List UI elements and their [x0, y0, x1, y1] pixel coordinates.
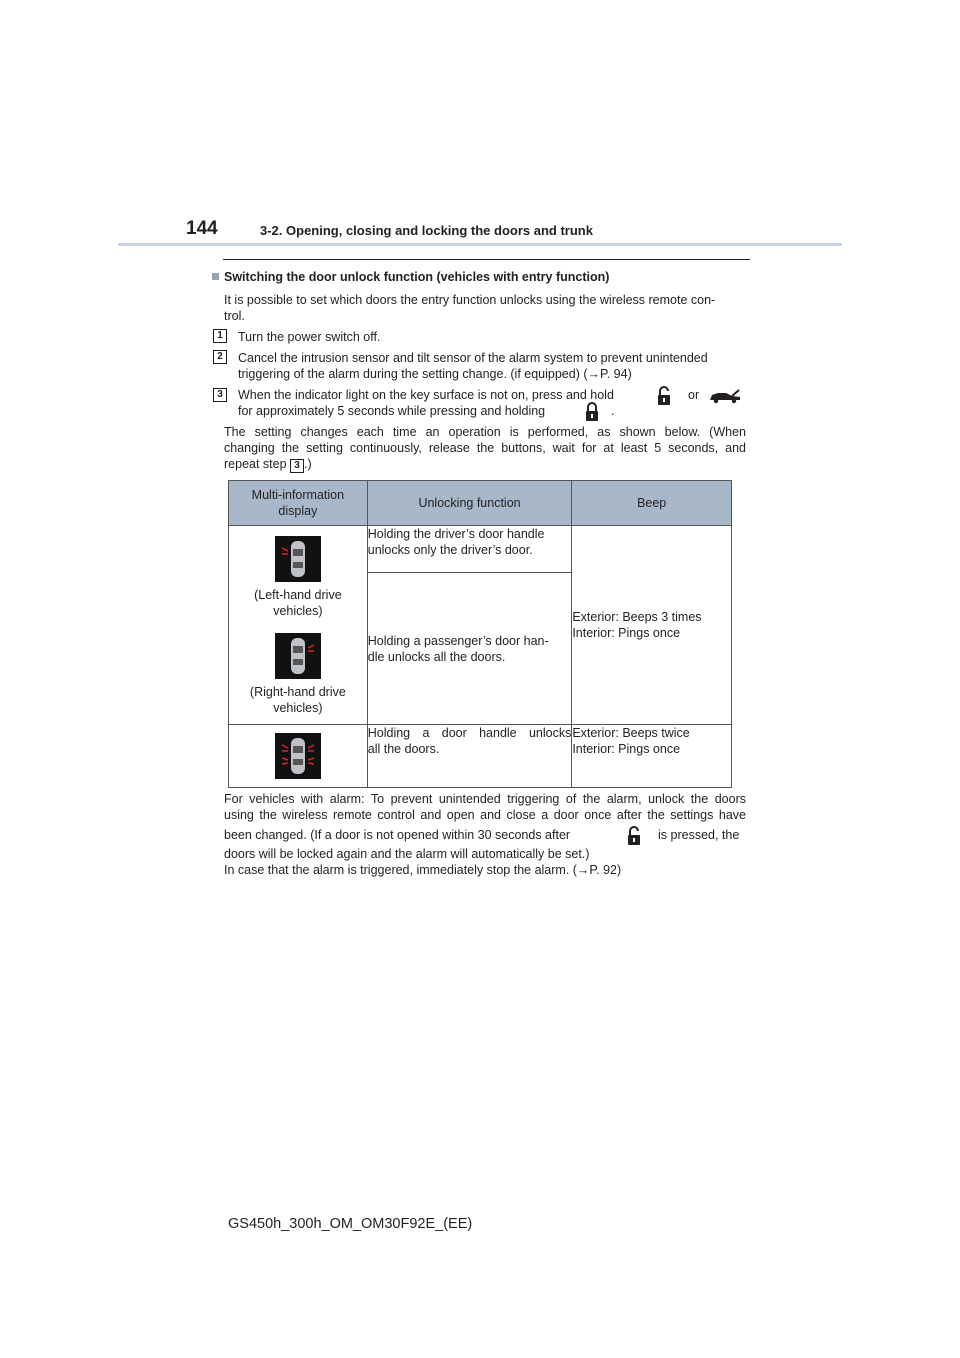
- step-2-number: 2: [213, 350, 227, 364]
- table-header-beep: Beep: [572, 481, 732, 526]
- header-rule: [118, 243, 842, 246]
- rhd-car-display-image: [275, 633, 321, 679]
- display-cell-all-doors: [229, 725, 368, 788]
- intro-line-2: trol.: [224, 309, 245, 323]
- note-line-2: changing the setting continuously, release the buttons, wait for at least 5 seconds, and: [224, 441, 746, 455]
- heading-text: Switching the door unlock function (vehicles with entry function): [224, 270, 610, 284]
- lhd-caption-1: (Left-hand drive: [254, 588, 342, 602]
- rows12-beep-line-2: Interior: Pings once: [572, 626, 681, 640]
- row3-beep-cell: [572, 725, 732, 788]
- footer-note-line-4: doors will be locked again and the alarm will automatically be set.): [224, 847, 590, 861]
- rows12-beep-line-1: Exterior: Beeps 3 times: [572, 610, 702, 624]
- step-3-line-2a: for approximately 5 seconds while pressing and holding: [238, 404, 546, 418]
- lhd-car-display-image: [275, 536, 321, 582]
- unlock-padlock-icon-2: [626, 826, 642, 846]
- header-display-line-1: Multi-information: [251, 488, 345, 502]
- car-trunk-icon: [708, 388, 742, 404]
- section-title: 3-2. Opening, closing and locking the doors and trunk: [260, 223, 593, 238]
- step-1-number: 1: [213, 329, 227, 343]
- row3-beep-line-1: Exterior: Beeps twice: [572, 726, 690, 740]
- table-header-function: Unlocking function: [367, 481, 572, 526]
- footer-note-line-1: For vehicles with alarm: To prevent unintended triggering of the alarm, unlock the doors: [224, 792, 746, 806]
- step-3-or: or: [688, 388, 700, 402]
- note-line-1: The setting changes each time an operation is performed, as shown below. (When: [224, 425, 746, 439]
- display-cell-lhd-rhd: [229, 526, 368, 725]
- all-doors-car-display-image: [275, 733, 321, 779]
- page-number: 144: [186, 218, 218, 239]
- row2-function-cell: [367, 573, 572, 725]
- step-3-period: .: [611, 404, 615, 418]
- table-header-display: [229, 481, 368, 526]
- header-display-line-2: display: [278, 504, 318, 518]
- row2-function-line-2: dle unlocks all the doors.: [367, 649, 506, 664]
- lock-padlock-icon: [584, 402, 600, 422]
- intro-line-1: It is possible to set which doors the entry function unlocks using the wireless remote con-: [224, 293, 716, 307]
- rhd-caption-1: (Right-hand drive: [249, 685, 346, 699]
- rhd-caption-2: vehicles): [273, 701, 323, 715]
- unlock-padlock-icon: [656, 386, 672, 406]
- footer-note-line-3b: is pressed, the: [658, 828, 740, 842]
- unlock-settings-table: [228, 480, 732, 788]
- heading-bullet-icon: [212, 273, 219, 280]
- row3-beep-line-2: Interior: Pings once: [572, 742, 681, 756]
- footer-note-line-2: using the wireless remote control and open and close a door once after the settings have: [224, 808, 746, 822]
- row1-function-line-2: unlocks only the driver’s door.: [367, 543, 533, 557]
- row1-function-line-1: Holding the driver’s door handle: [367, 527, 545, 541]
- table-row: [229, 526, 732, 573]
- step-3-number: 3: [213, 388, 227, 402]
- step-3-line-1a: When the indicator light on the key surface is not on, press and hold: [238, 388, 614, 402]
- document-code: GS450h_300h_OM_OM30F92E_(EE): [228, 1216, 473, 1232]
- step-2-line-1: Cancel the intrusion sensor and tilt sensor of the alarm system to prevent unintended: [238, 351, 708, 365]
- note-line-3-end: .): [304, 457, 312, 471]
- rows12-beep-cell: [572, 526, 732, 725]
- footer-note-line-5: In case that the alarm is triggered, immediately stop the alarm. (→P. 92): [224, 863, 622, 877]
- table-header-row: [229, 481, 732, 526]
- note-step-ref: 3: [290, 459, 304, 473]
- footer-note-line-3a: been changed. (If a door is not opened within 30 seconds after: [224, 828, 571, 842]
- note-line-3-text: repeat step: [224, 457, 287, 471]
- subsection-heading: [212, 270, 609, 284]
- step-1-text: Turn the power switch off.: [238, 330, 381, 344]
- content-rule: [223, 259, 750, 260]
- row3-function-line-2: all the doors.: [367, 742, 440, 756]
- step-2-line-2: triggering of the alarm during the setting change. (if equipped) (→P. 94): [238, 367, 632, 381]
- row3-function-cell: [367, 725, 572, 788]
- row3-function-line-1: Holding a door handle unlocks: [367, 726, 572, 740]
- lhd-caption-2: vehicles): [273, 604, 323, 618]
- row1-function-cell: [367, 526, 572, 573]
- note-line-3: [224, 456, 312, 473]
- row2-function-line-1: Holding a passenger’s door han-: [367, 633, 549, 648]
- table-row: [229, 725, 732, 788]
